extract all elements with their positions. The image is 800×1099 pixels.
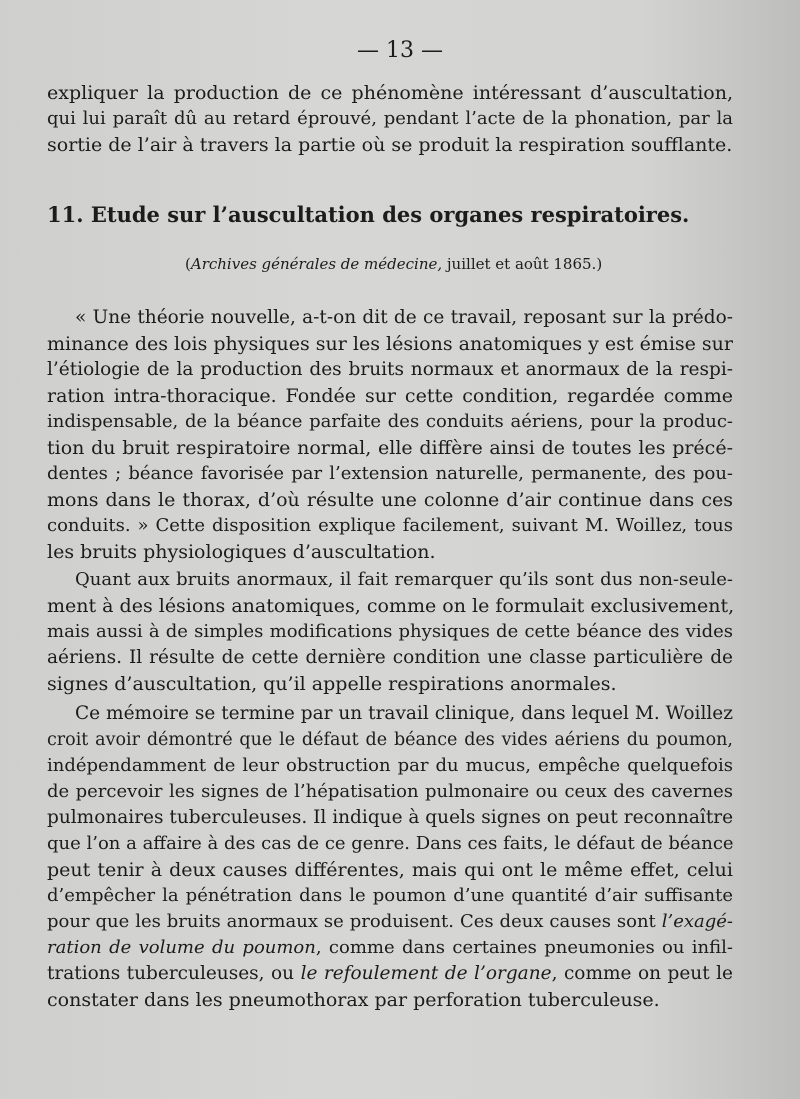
text-line: qui lui paraît dû au retard éprouvé, pendant l’acte de la phonation, par la (47, 108, 733, 129)
source-journal: Archives générales de médecine, (190, 255, 443, 273)
text-segment: pour que les bruits anormaux se produisent. Ces deux causes sont (47, 911, 662, 932)
text-line: de percevoir les signes de l’hépatisation pulmonaire ou ceux des cavernes (47, 781, 733, 802)
text-line: sortie de l’air à travers la partie où se produit la respiration soufflante. (47, 134, 733, 156)
text-line (47, 909, 733, 935)
text-line: d’empêcher la pénétration dans le poumon d’une quantité d’air suffisante (47, 885, 733, 906)
text-line: Quant aux bruits anormaux, il fait remarquer qu’ils sont dus non-seule- (75, 569, 733, 590)
source-paren: ( (185, 255, 191, 273)
text-line: indispensable, de la béance parfaite des conduits aériens, pour la produc- (47, 411, 733, 432)
text-line: aériens. Il résulte de cette dernière condition une classe particulière de (47, 647, 733, 668)
text-line: dentes ; béance favorisée par l’extension naturelle, permanente, des pou- (47, 463, 733, 484)
source-citation (185, 255, 602, 273)
text-line: l’étiologie de la production des bruits normaux et anormaux de la respi- (47, 359, 733, 380)
text-line: « Une théorie nouvelle, a-t-on dit de ce travail, reposant sur la prédo- (75, 307, 733, 328)
text-line: minance des lois physiques sur les lésions anatomiques y est émise sur (47, 333, 734, 355)
text-line: pulmonaires tuberculeuses. Il indique à quels signes on peut reconnaître (47, 807, 734, 828)
text-line: peut tenir à deux causes différentes, mais qui ont le même effet, celui (47, 859, 733, 881)
text-line: croit avoir démontré que le défaut de béance des vides aériens du poumon, (47, 730, 733, 750)
text-line: mais aussi à de simples modifications physiques de cette béance des vides (47, 621, 733, 642)
text-segment-italic: l’exagé- (661, 911, 733, 932)
text-line: les bruits physiologiques d’auscultation. (47, 541, 436, 563)
text-line: que l’on a affaire à des cas de ce genre. Dans ces faits, le défaut de béance (47, 833, 734, 854)
text-line: expliquer la production de ce phénomène intéressant d’auscultation, (47, 82, 733, 104)
text-line: conduits. » Cette disposition explique facilement, suivant M. Woillez, tous (47, 515, 733, 536)
text-line: indépendamment de leur obstruction par du mucus, empêche quelquefois (47, 755, 733, 776)
text-line: ration intra-thoracique. Fondée sur cette condition, regardée comme (47, 385, 733, 407)
text-line: Ce mémoire se termine par un travail clinique, dans lequel M. Woillez (75, 703, 733, 724)
section-heading (47, 202, 689, 227)
text-line: tion du bruit respiratoire normal, elle diffère ainsi de toutes les précé- (47, 437, 733, 459)
text-segment: , comme on peut le (551, 963, 733, 984)
text-segment-italic: le refoulement de l’organe (300, 963, 552, 984)
text-line: mons dans le thorax, d’où résulte une colonne d’air continue dans ces (47, 489, 733, 511)
page-number: — 13 — (357, 38, 443, 63)
text-line: constater dans les pneumothorax par perforation tuberculeuse. (47, 989, 660, 1011)
text-line: signes d’auscultation, qu’il appelle respirations anormales. (47, 673, 617, 695)
text-segment: , comme dans certaines pneumonies ou infil- (315, 937, 733, 958)
text-line (47, 961, 733, 987)
text-line: ment à des lésions anatomiques, comme on le formulait exclusivement, (47, 595, 735, 617)
text-line (47, 935, 733, 961)
section-title: Etude sur l’auscultation des organes respiratoires. (90, 202, 690, 227)
text-segment-italic: ration de volume du poumon (47, 937, 316, 958)
source-date: juillet et août 1865.) (442, 255, 603, 273)
section-number: 11. (47, 202, 84, 227)
text-segment: trations tuberculeuses, ou (47, 963, 301, 984)
